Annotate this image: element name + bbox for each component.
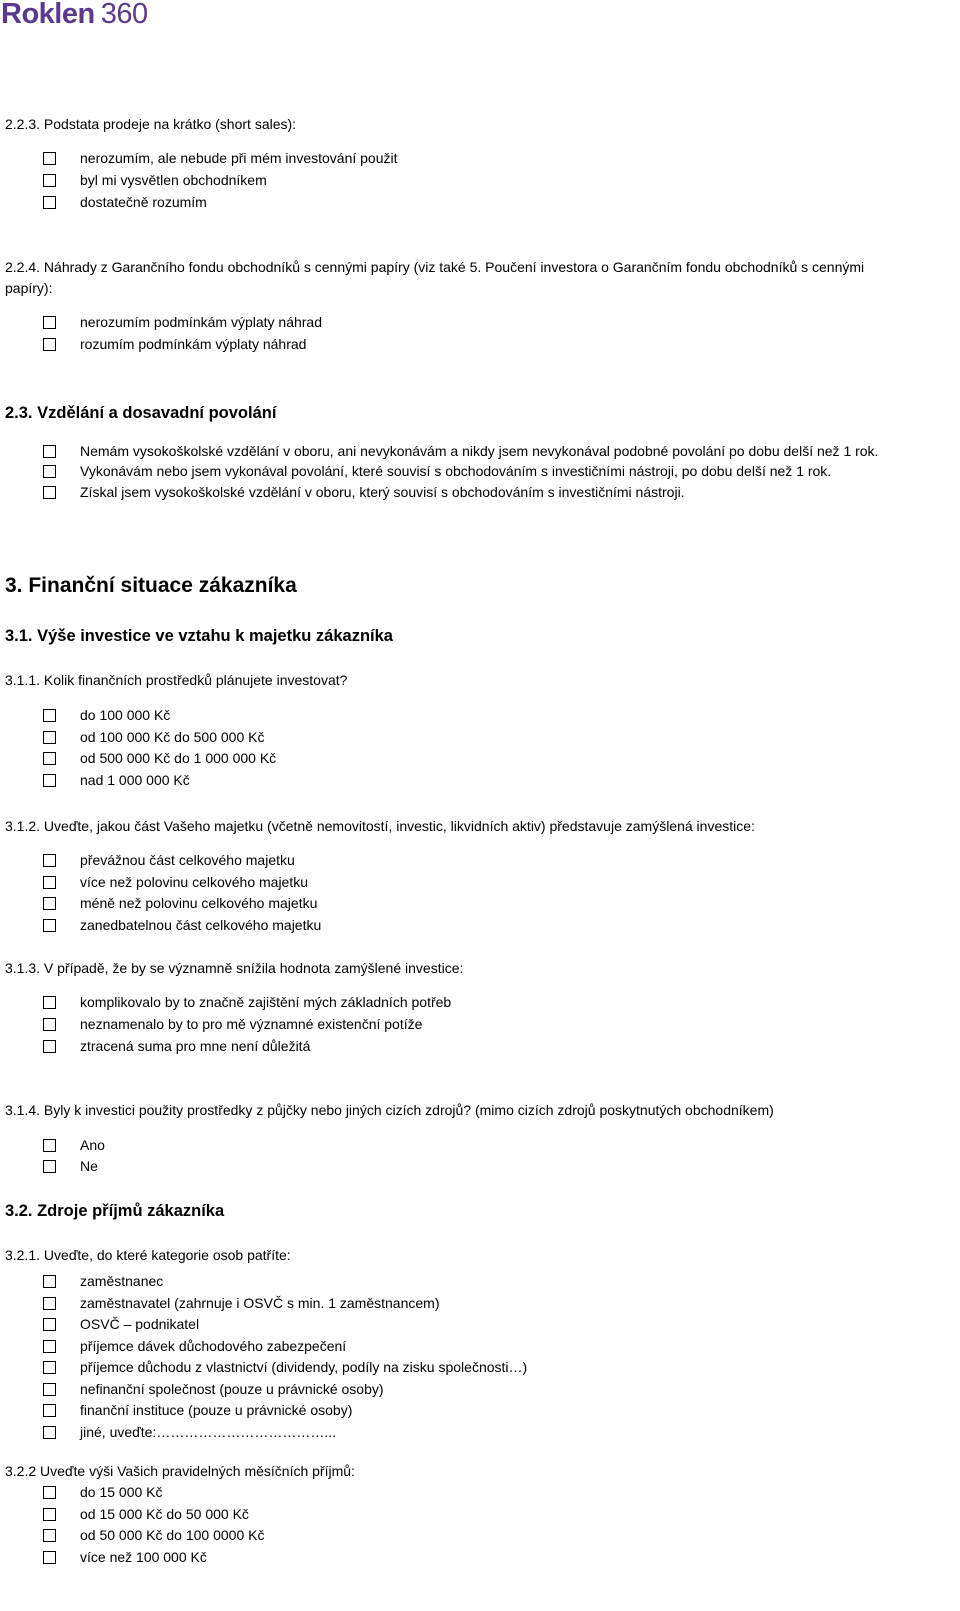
checkbox-category-5[interactable]	[43, 1361, 56, 1374]
option-label: do 100 000 Kč	[80, 707, 171, 723]
checkbox-share-3[interactable]	[43, 897, 56, 910]
checkbox-loan-no[interactable]	[43, 1160, 56, 1173]
checkbox-category-1[interactable]	[43, 1275, 56, 1288]
checkbox-short-sales-not-understand[interactable]	[43, 152, 56, 165]
checkbox-compensation-understand[interactable]	[43, 338, 56, 351]
checkbox-invest-4[interactable]	[43, 774, 56, 787]
checkbox-invest-2[interactable]	[43, 731, 56, 744]
checkbox-share-1[interactable]	[43, 854, 56, 867]
option-label: jiné, uveďte:………………………………...	[80, 1424, 336, 1440]
checkbox-invest-1[interactable]	[43, 709, 56, 722]
checkbox-income-2[interactable]	[43, 1508, 56, 1521]
question-3-1-1: 3.1.1. Kolik finančních prostředků plánujete investovat?	[5, 672, 348, 688]
checkbox-category-6[interactable]	[43, 1383, 56, 1396]
checkbox-income-3[interactable]	[43, 1529, 56, 1542]
option-label: nefinanční společnost (pouze u právnické osoby)	[80, 1381, 384, 1397]
option-label: zaměstnanec	[80, 1273, 164, 1289]
question-3-2-1: 3.2.1. Uveďte, do které kategorie osob patříte:	[5, 1247, 291, 1263]
question-2-2-4: 2.2.4. Náhrady z Garančního fondu obchodníků s cennými papíry (viz také 5. Poučení investora o Garančním fondu obchodníků s cennými	[5, 259, 865, 275]
checkbox-education-none[interactable]	[43, 445, 56, 458]
checkbox-invest-3[interactable]	[43, 752, 56, 765]
heading-3: 3. Finanční situace zákazníka	[5, 574, 297, 597]
option-label: finanční instituce (pouze u právnické osoby)	[80, 1402, 353, 1418]
checkbox-loss-3[interactable]	[43, 1040, 56, 1053]
option-label: příjemce důchodu z vlastnictví (dividendy, podíly na zisku společnosti…)	[80, 1359, 528, 1375]
option-label: zanedbatelnou část celkového majetku	[80, 917, 322, 933]
checkbox-loss-2[interactable]	[43, 1018, 56, 1031]
option-label: Ano	[80, 1137, 105, 1153]
checkbox-compensation-not-understand[interactable]	[43, 316, 56, 329]
checkbox-income-4[interactable]	[43, 1551, 56, 1564]
option-label: převážnou část celkového majetku	[80, 852, 295, 868]
option-label: zaměstnavatel (zahrnuje i OSVČ s min. 1 zaměstnancem)	[80, 1295, 440, 1311]
checkbox-share-4[interactable]	[43, 919, 56, 932]
checkbox-category-7[interactable]	[43, 1404, 56, 1417]
checkbox-loss-1[interactable]	[43, 996, 56, 1009]
checkbox-category-3[interactable]	[43, 1318, 56, 1331]
option-label: dostatečně rozumím	[80, 194, 207, 210]
option-label: méně než polovinu celkového majetku	[80, 895, 318, 911]
option-label: příjemce dávek důchodového zabezpečení	[80, 1338, 347, 1354]
option-label: komplikovalo by to značně zajištění mých základních potřeb	[80, 994, 452, 1010]
option-label: do 15 000 Kč	[80, 1484, 163, 1500]
option-label: od 100 000 Kč do 500 000 Kč	[80, 729, 265, 745]
option-label: neznamenalo by to pro mě významné existenční potíže	[80, 1016, 423, 1032]
option-label: nerozumím, ale nebude při mém investování použit	[80, 150, 398, 166]
option-label: více než polovinu celkového majetku	[80, 874, 309, 890]
option-label: Získal jsem vysokoškolské vzdělání v oboru, který souvisí s obchodováním s investičními nástroji.	[80, 484, 685, 500]
option-label: více než 100 000 Kč	[80, 1549, 207, 1565]
option-label: rozumím podmínkám výplaty náhrad	[80, 336, 307, 352]
option-label: od 50 000 Kč do 100 0000 Kč	[80, 1527, 265, 1543]
question-2-2-3: 2.2.3. Podstata prodeje na krátko (short sales):	[5, 116, 297, 132]
checkbox-category-8[interactable]	[43, 1426, 56, 1439]
heading-3-1: 3.1. Výše investice ve vztahu k majetku zákazníka	[5, 627, 393, 645]
question-3-1-4: 3.1.4. Byly k investici použity prostředky z půjčky nebo jiných cizích zdrojů? (mimo cizích zdrojů poskytnutých obchodníkem)	[5, 1102, 774, 1118]
question-2-2-4-cont: papíry):	[5, 280, 53, 296]
option-label: od 15 000 Kč do 50 000 Kč	[80, 1506, 249, 1522]
roklen360-logo: Roklen 360	[1, 0, 148, 30]
checkbox-education-university[interactable]	[43, 486, 56, 499]
heading-2-3: 2.3. Vzdělání a dosavadní povolání	[5, 404, 277, 422]
question-3-1-2: 3.1.2. Uveďte, jakou část Vašeho majetku (včetně nemovitostí, investic, likvidních aktiv) představuje zamýšlená investice:	[5, 818, 755, 834]
checkbox-education-profession[interactable]	[43, 465, 56, 478]
option-label: nerozumím podmínkám výplaty náhrad	[80, 314, 322, 330]
heading-3-2: 3.2. Zdroje příjmů zákazníka	[5, 1202, 225, 1220]
question-3-2-2: 3.2.2 Uveďte výši Vašich pravidelných měsíčních příjmů:	[5, 1463, 355, 1479]
option-label: Nemám vysokoškolské vzdělání v oboru, ani nevykonávám a nikdy jsem nevykonával podobné povolání po dobu delší než 1 rok.	[80, 443, 879, 459]
option-label: Vykonávám nebo jsem vykonával povolání, které souvisí s obchodováním s investičními nástroji, po dobu delší než 1 rok.	[80, 463, 832, 479]
checkbox-income-1[interactable]	[43, 1486, 56, 1499]
question-3-1-3: 3.1.3. V případě, že by se významně snížila hodnota zamýšlené investice:	[5, 960, 464, 976]
checkbox-category-4[interactable]	[43, 1340, 56, 1353]
option-label: nad 1 000 000 Kč	[80, 772, 190, 788]
option-label: OSVČ – podnikatel	[80, 1316, 200, 1332]
option-label: od 500 000 Kč do 1 000 000 Kč	[80, 750, 277, 766]
checkbox-short-sales-explained[interactable]	[43, 174, 56, 187]
option-label: Ne	[80, 1158, 98, 1174]
checkbox-share-2[interactable]	[43, 876, 56, 889]
checkbox-loan-yes[interactable]	[43, 1139, 56, 1152]
option-label: ztracená suma pro mne není důležitá	[80, 1038, 311, 1054]
option-label: byl mi vysvětlen obchodníkem	[80, 172, 267, 188]
checkbox-category-2[interactable]	[43, 1297, 56, 1310]
checkbox-short-sales-understand[interactable]	[43, 196, 56, 209]
